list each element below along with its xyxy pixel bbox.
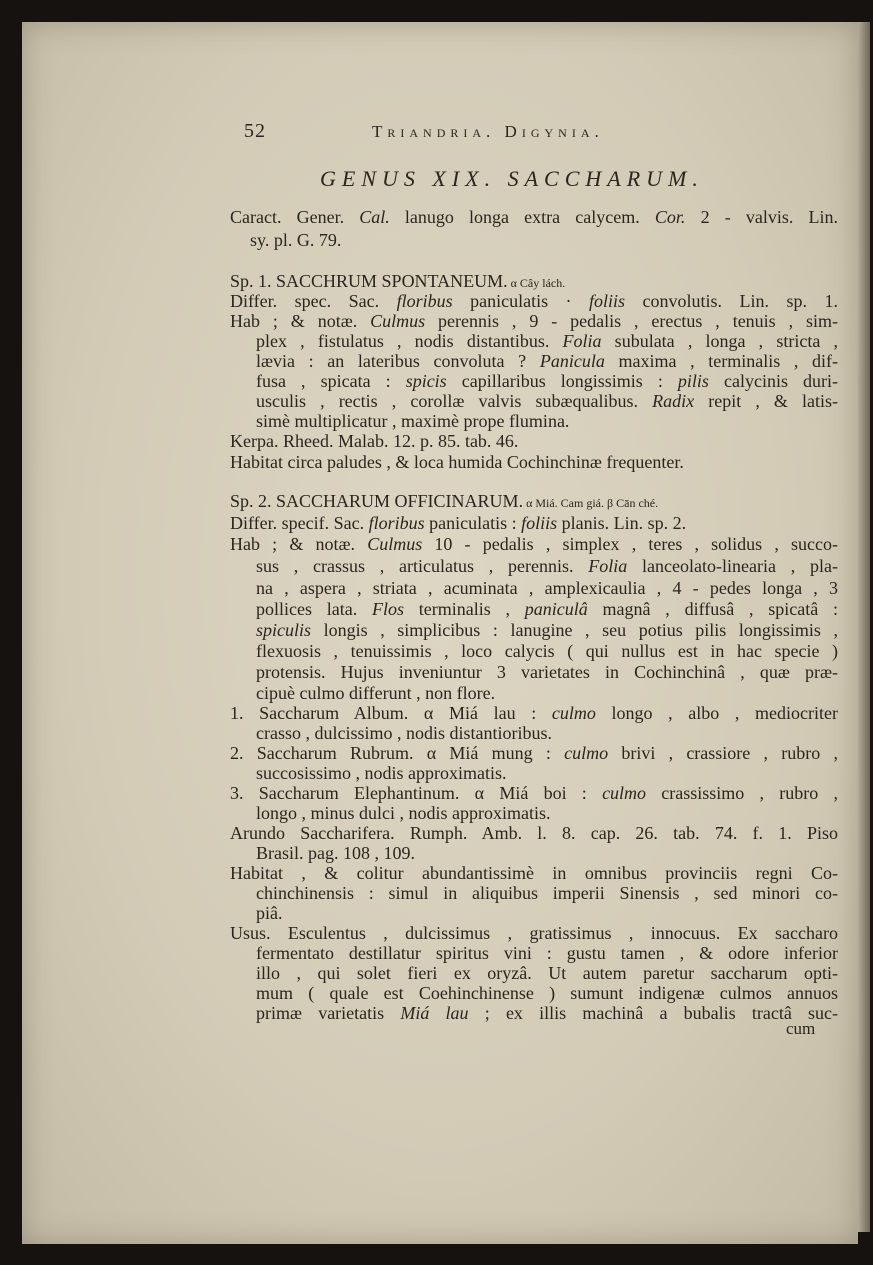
reference-line: Arundo Saccharifera. Rumph. Amb. l. 8. cap. 26. tab. 74. f. 1. Piso [230, 823, 838, 843]
usus-line: fermentato destillatur spiritus vini : gustu tamen , & odore inferior [256, 943, 838, 963]
text-line: plex , fistulatus , nodis distantibus. Folia subulata , longa , stricta , [256, 331, 838, 351]
text-line: lævia : an lateribus convoluta ? Panicula maxima , terminalis , dif- [256, 351, 839, 371]
species-title: Sp. 2. SACCHARUM OFFICINARUM. α Miá. Cam giá. β Cān ché. [230, 491, 659, 511]
page-number: 52 [244, 120, 266, 142]
variety-line: 1. Saccharum Album. α Miá lau : culmo longo , albo , mediocriter [230, 703, 839, 723]
text-line: Hab ; & notæ. Culmus perennis , 9 - pedalis , erectus , tenuis , sim- [230, 311, 838, 331]
text-line: simè multiplicatur , maximè prope flumina. [256, 411, 570, 431]
variety-line: succosissimo , nodis approximatis. [256, 763, 507, 783]
text-line: Differ. specif. Sac. floribus paniculatis : foliis planis. Lin. sp. 2. [230, 513, 687, 533]
text-line: Differ. spec. Sac. floribus paniculatis · foliis convolutis. Lin. sp. 1. [230, 291, 838, 311]
text-line: fusa , spicata : spicis capillaribus longissimis : pilis calycinis duri- [256, 371, 839, 391]
caract-line: Caract. Gener. Cal. lanugo longa extra calycem. Cor. 2 - valvis. Lin. [230, 207, 838, 227]
text-line: cipuè culmo differunt , non flore. [256, 683, 496, 703]
genus-title: GENUS XIX. SACCHARUM. [320, 166, 704, 191]
running-header [232, 120, 832, 144]
text-line: sus , crassus , articulatus , perennis. Folia lanceolato-linearia , pla- [256, 556, 838, 576]
variety-line: 3. Saccharum Elephantinum. α Miá boi : culmo crassissimo , rubro , [230, 783, 839, 803]
text-line: protensis. Hujus inveniuntur 3 varietates in Cochinchinâ , quæ præ- [256, 662, 838, 682]
variety-line: longo , minus dulci , nodis approximatis. [256, 803, 551, 823]
usus-line: illo , qui solet fieri ex oryzâ. Ut autem paretur saccharum opti- [256, 963, 838, 983]
text-line: Habitat circa paludes , & loca humida Cochinchinæ frequenter. [230, 452, 684, 472]
running-title: Triandria. Digynia. [372, 122, 604, 141]
text-line: Kerpa. Rheed. Malab. 12. p. 85. tab. 46. [230, 431, 519, 451]
text-line: pollices lata. Flos terminalis , paniculâ magnâ , diffusâ , spicatâ : [256, 599, 838, 619]
habitat-line: chinchinensis : simul in aliquibus imperii Sinensis , sed minori co- [256, 883, 838, 903]
reference-line: Brasil. pag. 108 , 109. [256, 843, 415, 863]
habitat-line: Habitat , & colitur abundantissimè in omnibus provinciis regni Co- [230, 863, 838, 883]
catchword: cum [786, 1019, 816, 1038]
usus-line: Usus. Esculentus , dulcissimus , gratissimus , innocuus. Ex saccharo [230, 923, 838, 943]
usus-line: mum ( quale est Coehinchinense ) sumunt indigenæ culmos annuos [256, 983, 838, 1003]
caract-line: sy. pl. G. 79. [250, 230, 342, 250]
text-line: usculis , rectis , corollæ valvis subæqualibus. Radix repit , & latis- [256, 391, 838, 411]
habitat-line: piâ. [256, 903, 283, 923]
text-line: spiculis longis , simplicibus : lanugine , seu potius pilis longissimis , [256, 620, 838, 640]
variety-line: crasso , dulcissimo , nodis distantioribus. [256, 723, 552, 743]
text-line: na , aspera , striata , acuminata , amplexicaulia , 4 - pedes longa , 3 [256, 578, 838, 598]
usus-line: primæ varietatis Miá lau ; ex illis machinâ a bubalis tractâ suc- [256, 1003, 839, 1023]
species-title: Sp. 1. SACCHRUM SPONTANEUM. α Cây lách. [230, 271, 566, 291]
text-line: Hab ; & notæ. Culmus 10 - pedalis , simplex , teres , solidus , succo- [230, 534, 839, 554]
text-line: flexuosis , tenuissimis , loco calycis ( qui nullus est in hac specie ) [256, 641, 838, 661]
variety-line: 2. Saccharum Rubrum. α Miá mung : culmo brivi , crassiore , rubro , [230, 743, 838, 763]
